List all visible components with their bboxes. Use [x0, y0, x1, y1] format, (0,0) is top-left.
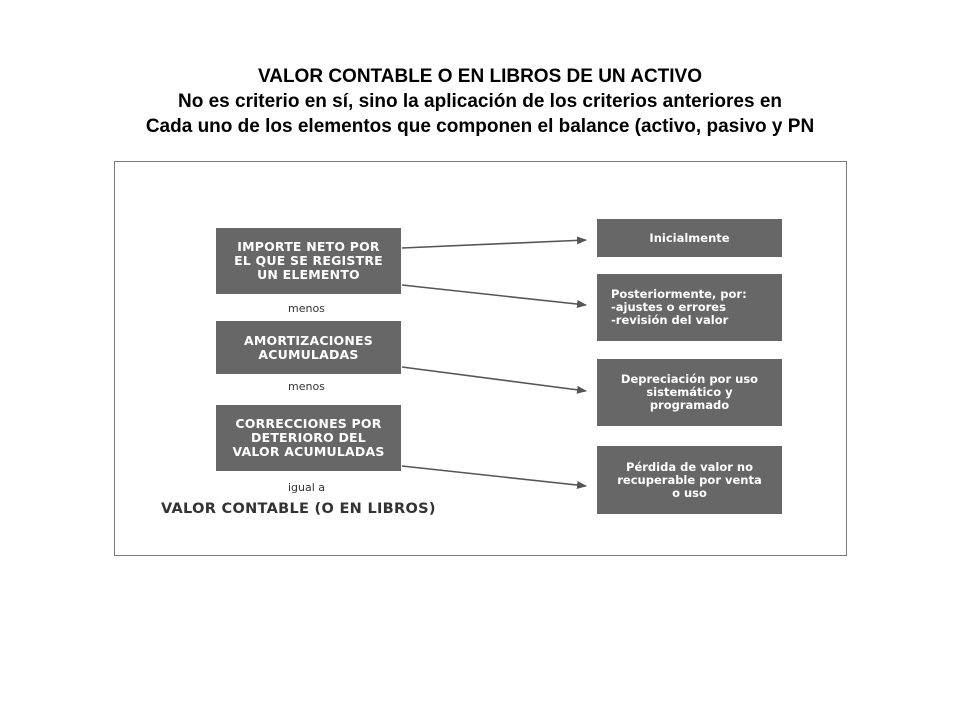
box-posteriormente: Posteriormente, por: -ajustes o errores -revisión del valor — [597, 274, 782, 341]
box-importe-neto: IMPORTE NETO POR EL QUE SE REGISTRE UN ELEMENTO — [216, 228, 401, 294]
heading-title: VALOR CONTABLE O EN LIBROS DE UN ACTIVO — [257, 66, 703, 87]
box-inicialmente: Inicialmente — [597, 219, 782, 257]
operator-igual-a: igual a — [288, 481, 326, 494]
arrow-correcciones-to-perdida — [402, 466, 586, 486]
heading-subtitle-2: Cada uno de los elementos que componen el balance (activo, pasivo y PN — [145, 116, 815, 137]
operator-menos-1: menos — [288, 302, 325, 315]
arrow-amortizaciones-to-depreciacion — [402, 367, 586, 391]
box-correcciones: CORRECCIONES POR DETERIORO DEL VALOR ACUMULADAS — [216, 405, 401, 471]
box-amortizaciones: AMORTIZACIONES ACUMULADAS — [216, 321, 401, 374]
box-depreciacion: Depreciación por uso sistemático y programado — [597, 359, 782, 426]
arrow-importe-to-inicialmente — [402, 240, 586, 248]
operator-menos-2: menos — [288, 380, 325, 393]
heading-subtitle-1: No es criterio en sí, sino la aplicación de los criterios anteriores en — [178, 91, 782, 112]
result-label: VALOR CONTABLE (O EN LIBROS) — [161, 501, 436, 517]
box-perdida-valor: Pérdida de valor no recuperable por venta o uso — [597, 446, 782, 514]
arrow-importe-to-posteriormente — [402, 285, 586, 305]
